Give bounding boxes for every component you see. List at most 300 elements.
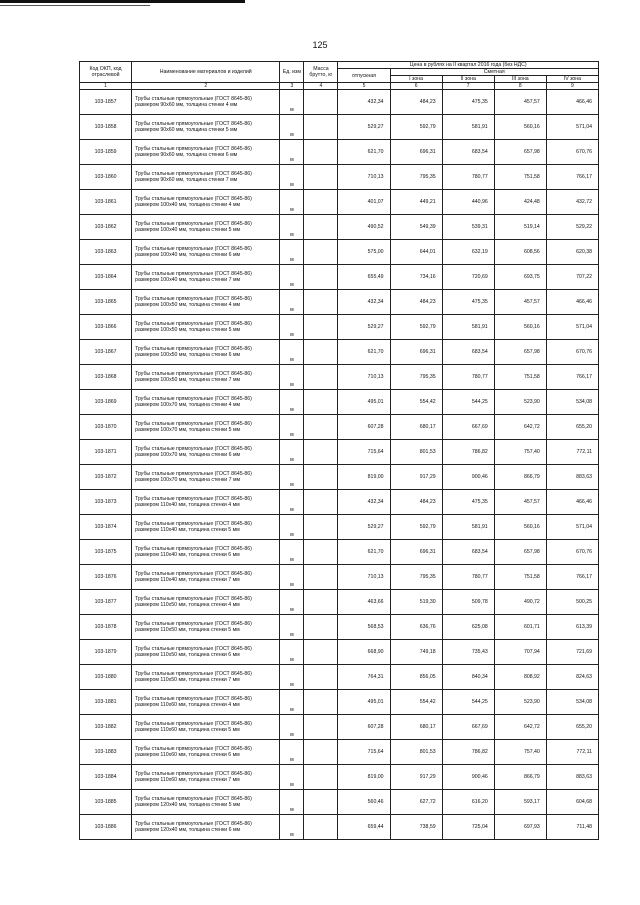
zone-2-price: 632,19 [442, 240, 494, 265]
item-code: 103-1886 [80, 815, 132, 840]
zone-2-price: 544,25 [442, 390, 494, 415]
item-name-line-1: Трубы стальные прямоугольные (ГОСТ 8645-86) [135, 421, 252, 427]
col-number: 8 [494, 83, 546, 90]
zone-1-price: 484,23 [390, 490, 442, 515]
release-price: 621,70 [338, 540, 390, 565]
table-row [80, 765, 599, 790]
zone-2-price: 780,77 [442, 365, 494, 390]
item-name-line-1: Трубы стальные прямоугольные (ГОСТ 8645-86) [135, 246, 252, 252]
zone-2-price: 475,35 [442, 90, 494, 115]
item-name [132, 615, 280, 640]
item-name-line-2: размером 100х50 мм, толщина стенки 5 мм [135, 327, 241, 333]
item-code: 103-1863 [80, 240, 132, 265]
item-name [132, 740, 280, 765]
item-name [132, 490, 280, 515]
col-number: 5 [338, 83, 390, 90]
item-name-line-2: размером 100х50 мм, толщина стенки 7 мм [135, 377, 241, 383]
zone-2-price: 900,46 [442, 765, 494, 790]
item-name [132, 165, 280, 190]
item-name [132, 240, 280, 265]
zone-2-price: 539,31 [442, 215, 494, 240]
zone-3-price: 523,90 [494, 390, 546, 415]
zone-3-price: 657,98 [494, 340, 546, 365]
item-mass [304, 715, 338, 740]
item-name-line-1: Трубы стальные прямоугольные (ГОСТ 8645-86) [135, 121, 252, 127]
item-name-line-2: размером 120х40 мм, толщина стенки 5 мм [135, 802, 241, 808]
zone-2-price: 544,25 [442, 690, 494, 715]
zone-4-price: 500,25 [546, 590, 598, 615]
page-number: 125 [312, 40, 328, 50]
zone-3-price: 457,57 [494, 490, 546, 515]
item-code: 103-1860 [80, 165, 132, 190]
item-code: 103-1875 [80, 540, 132, 565]
item-name-line-2: размером 110х60 мм, толщина стенки 4 мм [135, 702, 240, 708]
item-unit: м [280, 90, 304, 115]
item-name-line-1: Трубы стальные прямоугольные (ГОСТ 8645-86) [135, 446, 252, 452]
item-unit: м [280, 590, 304, 615]
zone-4-price: 670,76 [546, 140, 598, 165]
item-unit: м [280, 740, 304, 765]
zone-3-price: 707,94 [494, 640, 546, 665]
item-name-line-1: Трубы стальные прямоугольные (ГОСТ 8645-86) [135, 721, 252, 727]
table-row [80, 665, 599, 690]
zone-3-price: 457,57 [494, 90, 546, 115]
item-unit: м [280, 765, 304, 790]
release-price: 659,44 [338, 815, 390, 840]
item-mass [304, 390, 338, 415]
zone-2-price: 667,69 [442, 715, 494, 740]
header-release-price: отпускная [338, 69, 390, 83]
zone-2-price: 581,91 [442, 115, 494, 140]
zone-2-price: 616,20 [442, 790, 494, 815]
item-code: 103-1857 [80, 90, 132, 115]
zone-2-price: 581,91 [442, 315, 494, 340]
zone-2-price: 509,78 [442, 590, 494, 615]
item-code: 103-1868 [80, 365, 132, 390]
table-row [80, 115, 599, 140]
zone-2-price: 840,34 [442, 665, 494, 690]
item-name [132, 415, 280, 440]
item-name [132, 390, 280, 415]
release-price: 715,64 [338, 440, 390, 465]
item-unit: м [280, 540, 304, 565]
zone-3-price: 751,58 [494, 365, 546, 390]
item-name [132, 765, 280, 790]
zone-3-price: 693,75 [494, 265, 546, 290]
item-name [132, 440, 280, 465]
zone-1-price: 749,18 [390, 640, 442, 665]
zone-3-price: 424,48 [494, 190, 546, 215]
item-name-line-2: размером 100х40 мм, толщина стенки 6 мм [135, 252, 241, 258]
zone-2-price: 683,54 [442, 140, 494, 165]
header-zone-1: I зона [390, 76, 442, 83]
item-name-line-2: размером 100х70 мм, толщина стенки 4 мм [135, 402, 241, 408]
zone-3-price: 523,90 [494, 690, 546, 715]
item-code: 103-1878 [80, 615, 132, 640]
zone-4-price: 655,20 [546, 715, 598, 740]
item-name [132, 640, 280, 665]
table-row [80, 540, 599, 565]
item-name-line-2: размером 110х40 мм, толщина стенки 5 мм [135, 527, 240, 533]
item-name [132, 690, 280, 715]
item-name-line-1: Трубы стальные прямоугольные (ГОСТ 8645-86) [135, 271, 252, 277]
zone-1-price: 519,30 [390, 590, 442, 615]
item-name [132, 815, 280, 840]
zone-4-price: 721,69 [546, 640, 598, 665]
item-code: 103-1871 [80, 440, 132, 465]
table-row [80, 140, 599, 165]
item-name-line-2: размером 100х70 мм, толщина стенки 5 мм [135, 427, 241, 433]
item-name [132, 465, 280, 490]
item-name [132, 265, 280, 290]
zone-2-price: 786,82 [442, 440, 494, 465]
item-unit: м [280, 265, 304, 290]
item-code: 103-1883 [80, 740, 132, 765]
zone-4-price: 534,08 [546, 690, 598, 715]
item-code: 103-1877 [80, 590, 132, 615]
zone-4-price: 571,04 [546, 115, 598, 140]
item-code: 103-1864 [80, 265, 132, 290]
item-name [132, 215, 280, 240]
zone-3-price: 642,72 [494, 415, 546, 440]
item-name [132, 790, 280, 815]
zone-1-price: 592,79 [390, 515, 442, 540]
zone-4-price: 466,46 [546, 90, 598, 115]
item-name-line-2: размером 90х60 мм, толщина стенки 7 мм [135, 177, 238, 183]
zone-2-price: 735,43 [442, 640, 494, 665]
table-row [80, 165, 599, 190]
item-name [132, 590, 280, 615]
release-price: 495,01 [338, 390, 390, 415]
item-mass [304, 590, 338, 615]
item-mass [304, 340, 338, 365]
item-name [132, 665, 280, 690]
zone-1-price: 484,23 [390, 290, 442, 315]
zone-4-price: 707,22 [546, 265, 598, 290]
zone-1-price: 549,39 [390, 215, 442, 240]
table-row [80, 690, 599, 715]
zone-3-price: 657,98 [494, 140, 546, 165]
item-unit: м [280, 690, 304, 715]
table-row [80, 465, 599, 490]
item-unit: м [280, 515, 304, 540]
item-unit: м [280, 440, 304, 465]
item-name-line-1: Трубы стальные прямоугольные (ГОСТ 8645-86) [135, 196, 252, 202]
zone-1-price: 592,79 [390, 115, 442, 140]
item-name-line-1: Трубы стальные прямоугольные (ГОСТ 8645-86) [135, 596, 252, 602]
zone-3-price: 757,40 [494, 440, 546, 465]
item-code: 103-1884 [80, 765, 132, 790]
release-price: 819,00 [338, 465, 390, 490]
table-row [80, 190, 599, 215]
item-unit: м [280, 315, 304, 340]
item-mass [304, 215, 338, 240]
item-code: 103-1876 [80, 565, 132, 590]
table-row [80, 290, 599, 315]
zone-2-price: 440,96 [442, 190, 494, 215]
item-code: 103-1869 [80, 390, 132, 415]
zone-3-price: 519,14 [494, 215, 546, 240]
item-name-line-1: Трубы стальные прямоугольные (ГОСТ 8645-86) [135, 146, 252, 152]
zone-4-price: 571,04 [546, 315, 598, 340]
item-code: 103-1879 [80, 640, 132, 665]
zone-3-price: 866,79 [494, 765, 546, 790]
item-mass [304, 790, 338, 815]
item-name-line-1: Трубы стальные прямоугольные (ГОСТ 8645-86) [135, 821, 252, 827]
item-name-line-1: Трубы стальные прямоугольные (ГОСТ 8645-86) [135, 671, 252, 677]
header-estimate: Сметная [390, 69, 598, 76]
item-code: 103-1862 [80, 215, 132, 240]
item-name [132, 90, 280, 115]
table-row [80, 565, 599, 590]
zone-3-price: 593,17 [494, 790, 546, 815]
item-mass [304, 515, 338, 540]
item-name [132, 190, 280, 215]
item-name-line-2: размером 100х40 мм, толщина стенки 4 мм [135, 202, 241, 208]
zone-2-price: 786,82 [442, 740, 494, 765]
item-name [132, 565, 280, 590]
item-name-line-1: Трубы стальные прямоугольные (ГОСТ 8645-86) [135, 796, 252, 802]
item-unit: м [280, 715, 304, 740]
zone-4-price: 711,48 [546, 815, 598, 840]
item-unit: м [280, 240, 304, 265]
zone-4-price: 529,22 [546, 215, 598, 240]
zone-3-price: 560,16 [494, 115, 546, 140]
item-unit: м [280, 215, 304, 240]
release-price: 621,70 [338, 340, 390, 365]
table-row [80, 515, 599, 540]
item-mass [304, 465, 338, 490]
item-mass [304, 665, 338, 690]
item-name-line-1: Трубы стальные прямоугольные (ГОСТ 8645-86) [135, 546, 252, 552]
release-price: 715,64 [338, 740, 390, 765]
col-number: 3 [280, 83, 304, 90]
table-row [80, 640, 599, 665]
item-code: 103-1881 [80, 690, 132, 715]
item-mass [304, 490, 338, 515]
item-mass [304, 90, 338, 115]
release-price: 575,00 [338, 240, 390, 265]
zone-3-price: 608,56 [494, 240, 546, 265]
item-mass [304, 365, 338, 390]
item-name-line-1: Трубы стальные прямоугольные (ГОСТ 8645-86) [135, 296, 252, 302]
release-price: 432,34 [338, 290, 390, 315]
table-row [80, 440, 599, 465]
zone-4-price: 670,76 [546, 540, 598, 565]
table-row [80, 365, 599, 390]
zone-3-price: 808,92 [494, 665, 546, 690]
zone-1-price: 680,17 [390, 415, 442, 440]
item-name-line-2: размером 90х60 мм, толщина стенки 6 мм [135, 152, 238, 158]
release-price: 710,13 [338, 365, 390, 390]
col-number: 2 [132, 83, 280, 90]
release-price: 621,70 [338, 140, 390, 165]
zone-3-price: 866,79 [494, 465, 546, 490]
table-row [80, 740, 599, 765]
item-code: 103-1874 [80, 515, 132, 540]
zone-3-price: 490,72 [494, 590, 546, 615]
item-unit: м [280, 190, 304, 215]
item-mass [304, 640, 338, 665]
item-name-line-1: Трубы стальные прямоугольные (ГОСТ 8645-86) [135, 96, 252, 102]
zone-2-price: 900,46 [442, 465, 494, 490]
item-name-line-1: Трубы стальные прямоугольные (ГОСТ 8645-86) [135, 371, 252, 377]
zone-4-price: 613,39 [546, 615, 598, 640]
item-unit: м [280, 640, 304, 665]
table-row [80, 265, 599, 290]
item-name-line-2: размером 110х50 мм, толщина стенки 5 мм [135, 627, 240, 633]
item-code: 103-1880 [80, 665, 132, 690]
release-price: 401,07 [338, 190, 390, 215]
zone-2-price: 475,35 [442, 290, 494, 315]
item-name [132, 515, 280, 540]
zone-3-price: 697,93 [494, 815, 546, 840]
item-name-line-1: Трубы стальные прямоугольные (ГОСТ 8645-86) [135, 171, 252, 177]
zone-4-price: 766,17 [546, 165, 598, 190]
scan-edge-line [0, 5, 150, 6]
item-name-line-1: Трубы стальные прямоугольные (ГОСТ 8645-86) [135, 521, 252, 527]
item-mass [304, 815, 338, 840]
release-price: 607,28 [338, 415, 390, 440]
header-zone-4: IV зона [546, 76, 598, 83]
item-name-line-1: Трубы стальные прямоугольные (ГОСТ 8645-86) [135, 746, 252, 752]
release-price: 463,66 [338, 590, 390, 615]
zone-1-price: 917,29 [390, 765, 442, 790]
zone-4-price: 534,08 [546, 390, 598, 415]
item-mass [304, 540, 338, 565]
table-row [80, 390, 599, 415]
item-name-line-2: размером 110х50 мм, толщина стенки 4 мм [135, 602, 240, 608]
item-mass [304, 440, 338, 465]
zone-3-price: 457,57 [494, 290, 546, 315]
item-mass [304, 565, 338, 590]
item-name [132, 140, 280, 165]
item-name-line-1: Трубы стальные прямоугольные (ГОСТ 8645-86) [135, 771, 252, 777]
item-name-line-2: размером 90х60 мм, толщина стенки 4 мм [135, 102, 238, 108]
item-mass [304, 265, 338, 290]
release-price: 560,46 [338, 790, 390, 815]
table-row [80, 340, 599, 365]
item-name-line-2: размером 110х40 мм, толщина стенки 7 мм [135, 577, 240, 583]
item-unit: м [280, 790, 304, 815]
item-code: 103-1859 [80, 140, 132, 165]
item-unit: м [280, 165, 304, 190]
item-name-line-2: размером 110х40 мм, толщина стенки 4 мм [135, 502, 240, 508]
item-mass [304, 765, 338, 790]
zone-4-price: 466,46 [546, 490, 598, 515]
item-code: 103-1873 [80, 490, 132, 515]
zone-1-price: 554,42 [390, 390, 442, 415]
col-number: 1 [80, 83, 132, 90]
item-name [132, 715, 280, 740]
item-mass [304, 415, 338, 440]
item-name-line-1: Трубы стальные прямоугольные (ГОСТ 8645-86) [135, 496, 252, 502]
zone-1-price: 696,31 [390, 540, 442, 565]
item-name-line-2: размером 100х70 мм, толщина стенки 7 мм [135, 477, 241, 483]
item-code: 103-1882 [80, 715, 132, 740]
item-code: 103-1872 [80, 465, 132, 490]
release-price: 529,27 [338, 315, 390, 340]
item-code: 103-1865 [80, 290, 132, 315]
header-mass: Масса брутто, кг [304, 62, 338, 83]
item-name-line-2: размером 100х40 мм, толщина стенки 5 мм [135, 227, 241, 233]
zone-2-price: 725,04 [442, 815, 494, 840]
item-name-line-2: размером 110х60 мм, толщина стенки 5 мм [135, 727, 240, 733]
zone-4-price: 883,63 [546, 765, 598, 790]
item-unit: м [280, 390, 304, 415]
zone-4-price: 670,76 [546, 340, 598, 365]
zone-1-price: 734,16 [390, 265, 442, 290]
item-code: 103-1885 [80, 790, 132, 815]
item-mass [304, 190, 338, 215]
zone-4-price: 766,17 [546, 365, 598, 390]
zone-1-price: 801,53 [390, 440, 442, 465]
zone-1-price: 644,01 [390, 240, 442, 265]
item-name-line-2: размером 100х50 мм, толщина стенки 6 мм [135, 352, 241, 358]
col-number: 7 [442, 83, 494, 90]
zone-1-price: 680,17 [390, 715, 442, 740]
item-name-line-1: Трубы стальные прямоугольные (ГОСТ 8645-86) [135, 621, 252, 627]
zone-1-price: 738,59 [390, 815, 442, 840]
item-name-line-2: размером 90х60 мм, толщина стенки 5 мм [135, 127, 238, 133]
col-number: 6 [390, 83, 442, 90]
zone-2-price: 667,69 [442, 415, 494, 440]
zone-2-price: 683,54 [442, 340, 494, 365]
release-price: 432,34 [338, 90, 390, 115]
table-row [80, 415, 599, 440]
zone-2-price: 625,08 [442, 615, 494, 640]
release-price: 819,00 [338, 765, 390, 790]
zone-2-price: 683,54 [442, 540, 494, 565]
zone-4-price: 655,20 [546, 415, 598, 440]
item-unit: м [280, 565, 304, 590]
zone-1-price: 795,35 [390, 565, 442, 590]
item-unit: м [280, 140, 304, 165]
release-price: 710,13 [338, 565, 390, 590]
zone-2-price: 581,91 [442, 515, 494, 540]
item-mass [304, 740, 338, 765]
table-row [80, 490, 599, 515]
header-code: Код ОКП, код отраслевой [80, 62, 132, 83]
zone-1-price: 484,23 [390, 90, 442, 115]
table-row [80, 715, 599, 740]
header-price-title: Цена в рублях на II квартал 2016 года (без НДС) [338, 62, 599, 69]
item-name [132, 340, 280, 365]
release-price: 529,27 [338, 115, 390, 140]
zone-1-price: 696,31 [390, 140, 442, 165]
zone-1-price: 554,42 [390, 690, 442, 715]
zone-2-price: 780,77 [442, 165, 494, 190]
zone-4-price: 766,17 [546, 565, 598, 590]
table-row [80, 240, 599, 265]
table-body [80, 90, 599, 840]
release-price: 607,28 [338, 715, 390, 740]
release-price: 490,52 [338, 215, 390, 240]
item-name-line-2: размером 100х70 мм, толщина стенки 6 мм [135, 452, 241, 458]
header-zone-3: III зона [494, 76, 546, 83]
release-price: 668,90 [338, 640, 390, 665]
item-mass [304, 240, 338, 265]
zone-4-price: 466,46 [546, 290, 598, 315]
zone-1-price: 592,79 [390, 315, 442, 340]
item-unit: м [280, 490, 304, 515]
zone-2-price: 720,69 [442, 265, 494, 290]
item-code: 103-1867 [80, 340, 132, 365]
item-name-line-1: Трубы стальные прямоугольные (ГОСТ 8645-86) [135, 221, 252, 227]
header-name: Наименование материалов и изделий [132, 62, 280, 83]
item-name [132, 365, 280, 390]
item-name-line-1: Трубы стальные прямоугольные (ГОСТ 8645-86) [135, 346, 252, 352]
